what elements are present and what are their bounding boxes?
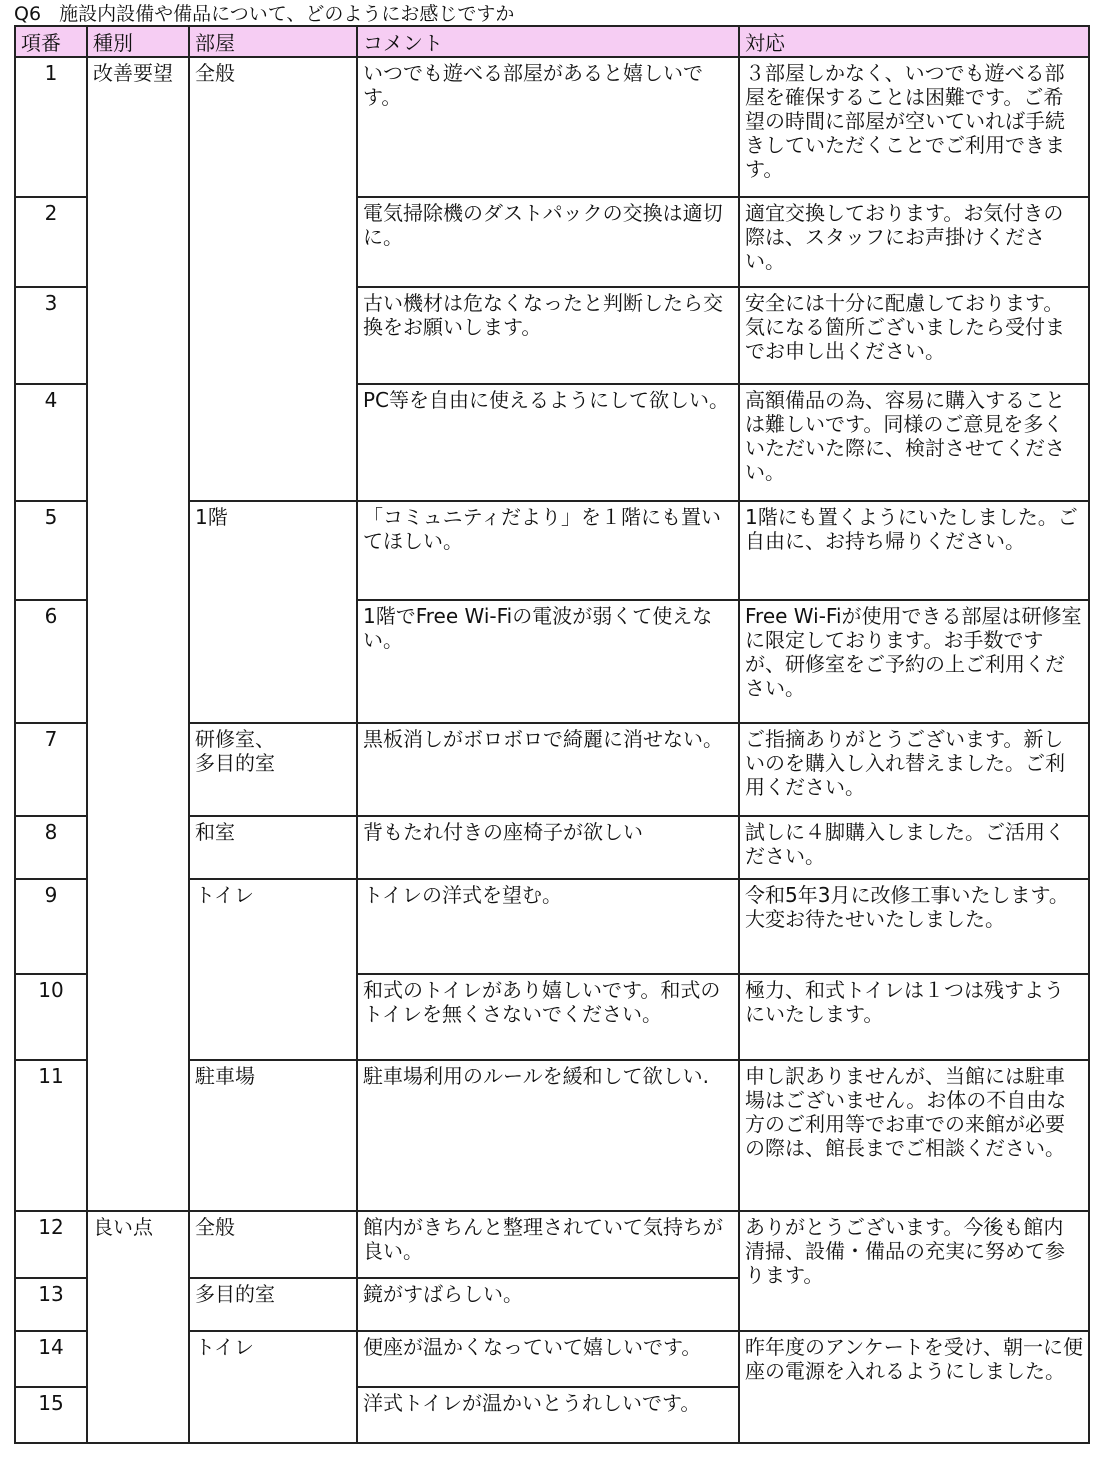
table-header-row bbox=[15, 26, 1089, 57]
type-cell-good: 良い点 bbox=[87, 1211, 189, 1443]
room-cell: 全般 bbox=[189, 57, 357, 501]
header-comment: コメント bbox=[357, 26, 739, 57]
response-cell: 1階にも置くようにいたしました。ご自由に、お持ち帰りください。 bbox=[739, 501, 1089, 600]
row-no: 11 bbox=[15, 1060, 87, 1211]
type-cell-improve: 改善要望 bbox=[87, 57, 189, 1211]
question-number: Q6 bbox=[14, 3, 42, 25]
comment-cell: 電気掃除機のダストパックの交換は適切に。 bbox=[357, 197, 739, 287]
room-cell: トイレ bbox=[189, 879, 357, 1060]
row-no: 12 bbox=[15, 1211, 87, 1278]
response-cell: 昨年度のアンケートを受け、朝一に便座の電源を入れるようにしました。 bbox=[739, 1331, 1089, 1443]
row-no: 14 bbox=[15, 1331, 87, 1387]
comment-cell: PC等を自由に使えるようにして欲しい。 bbox=[357, 384, 739, 501]
comment-cell: 駐車場利用のルールを緩和して欲しい. bbox=[357, 1060, 739, 1211]
room-cell: 駐車場 bbox=[189, 1060, 357, 1211]
row-no: 6 bbox=[15, 600, 87, 723]
response-cell: ご指摘ありがとうございます。新しいのを購入し入れ替えました。ご利用ください。 bbox=[739, 723, 1089, 816]
comment-cell: 背もたれ付きの座椅子が欲しい bbox=[357, 816, 739, 879]
row-no: 15 bbox=[15, 1387, 87, 1443]
response-cell: 試しに４脚購入しました。ご活用ください。 bbox=[739, 816, 1089, 879]
response-cell: 令和5年3月に改修工事いたします。大変お待たせいたしました。 bbox=[739, 879, 1089, 974]
response-cell: ３部屋しかなく、いつでも遊べる部屋を確保することは困難です。ご希望の時間に部屋が空いていれば手続きしていただくことでご利用できます。 bbox=[739, 57, 1089, 197]
comment-cell: 「コミュニティだより」を１階にも置いてほしい。 bbox=[357, 501, 739, 600]
row-no: 13 bbox=[15, 1278, 87, 1331]
question-text: 施設内設備や備品について、どのようにお感じですか bbox=[59, 3, 515, 25]
row-no: 7 bbox=[15, 723, 87, 816]
comment-cell: トイレの洋式を望む。 bbox=[357, 879, 739, 974]
comment-cell: 洋式トイレが温かいとうれしいです。 bbox=[357, 1387, 739, 1443]
header-type: 種別 bbox=[87, 26, 189, 57]
response-cell: 安全には十分に配慮しております。気になる箇所ございましたら受付までお申し出ください。 bbox=[739, 287, 1089, 384]
comment-cell: いつでも遊べる部屋があると嬉しいです。 bbox=[357, 57, 739, 197]
comment-cell: 館内がきちんと整理されていて気持ちが良い。 bbox=[357, 1211, 739, 1278]
comment-cell: 和式のトイレがあり嬉しいです。和式のトイレを無くさないでください。 bbox=[357, 974, 739, 1060]
row-no: 1 bbox=[15, 57, 87, 197]
header-response: 対応 bbox=[739, 26, 1089, 57]
response-cell: 申し訳ありませんが、当館には駐車場はございません。お体の不自由な方のご利用等でお車での来館が必要の際は、館長までご相談ください。 bbox=[739, 1060, 1089, 1211]
comment-cell: 鏡がすばらしい。 bbox=[357, 1278, 739, 1331]
room-cell: 和室 bbox=[189, 816, 357, 879]
table-row bbox=[15, 1211, 1089, 1278]
header-room: 部屋 bbox=[189, 26, 357, 57]
comment-cell: 黒板消しがボロボロで綺麗に消せない。 bbox=[357, 723, 739, 816]
table-row bbox=[15, 57, 1089, 197]
comment-cell: 1階でFree Wi-Fiの電波が弱くて使えない。 bbox=[357, 600, 739, 723]
comment-cell: 古い機材は危なくなったと判断したら交換をお願いします。 bbox=[357, 287, 739, 384]
response-cell: ありがとうございます。今後も館内清掃、設備・備品の充実に努めて参ります。 bbox=[739, 1211, 1089, 1331]
room-cell: トイレ bbox=[189, 1331, 357, 1443]
page-title bbox=[14, 2, 514, 26]
row-no: 10 bbox=[15, 974, 87, 1060]
row-no: 3 bbox=[15, 287, 87, 384]
row-no: 8 bbox=[15, 816, 87, 879]
header-no: 項番 bbox=[15, 26, 87, 57]
row-no: 2 bbox=[15, 197, 87, 287]
row-no: 5 bbox=[15, 501, 87, 600]
room-cell: 多目的室 bbox=[189, 1278, 357, 1331]
row-no: 9 bbox=[15, 879, 87, 974]
response-cell: 適宜交換しております。お気付きの際は、スタッフにお声掛けください。 bbox=[739, 197, 1089, 287]
response-cell: 極力、和式トイレは１つは残すようにいたします。 bbox=[739, 974, 1089, 1060]
response-cell: 高額備品の為、容易に購入することは難しいです。同様のご意見を多くいただいた際に、検討させてください。 bbox=[739, 384, 1089, 501]
room-cell: 全般 bbox=[189, 1211, 357, 1278]
row-no: 4 bbox=[15, 384, 87, 501]
response-cell: Free Wi-Fiが使用できる部屋は研修室に限定しております。お手数ですが、研修室をご予約の上ご利用ください。 bbox=[739, 600, 1089, 723]
room-cell: 1階 bbox=[189, 501, 357, 723]
room-cell: 研修室、 多目的室 bbox=[189, 723, 357, 816]
survey-response-table bbox=[14, 25, 1090, 1444]
comment-cell: 便座が温かくなっていて嬉しいです。 bbox=[357, 1331, 739, 1387]
